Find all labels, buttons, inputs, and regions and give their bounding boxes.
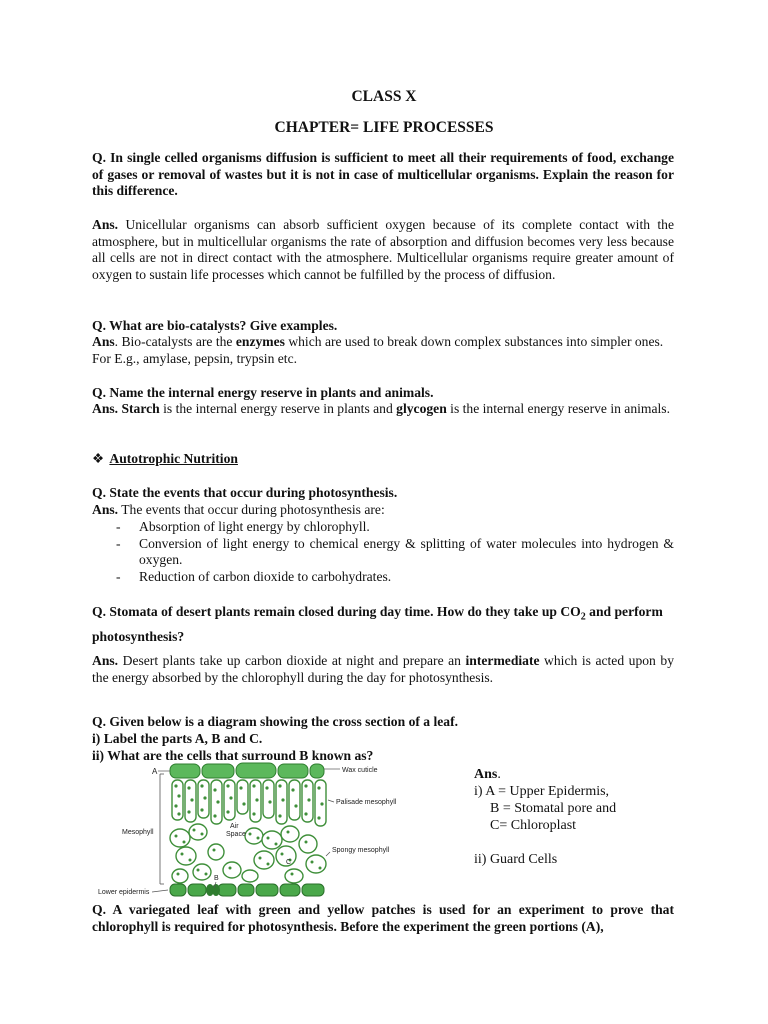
class-title: CLASS X [351, 88, 417, 105]
answer-6-line-1: i) A = Upper Epidermis, [474, 784, 610, 799]
palisade-cells [172, 780, 326, 826]
answer-6 [474, 766, 694, 868]
chloroplast-dots [174, 784, 323, 819]
label-c: C [286, 859, 292, 866]
question-5-text-b: and perform photosynthesis? [92, 604, 663, 644]
answer-6-line-4: ii) Guard Cells [474, 852, 558, 867]
answer-6-line-2: B = Stomatal pore and [490, 801, 617, 816]
label-a: A [152, 767, 158, 776]
question-7: Q. A variegated leaf with green and yellow patches is used for an experiment to prove that chlorophyll is required for photosynthesis. Before the experiment the green portions (A), [92, 902, 674, 934]
spongy-cells [170, 824, 326, 883]
answer-6-dot: . [497, 767, 501, 782]
list-item: - Conversion of light energy to chemical energy & splitting of water molecules into hydrogen & oxygen. [92, 536, 674, 569]
section-heading [92, 451, 674, 468]
answer-2 [92, 334, 674, 367]
answer-2-text-b: which are used to break down complex substances into simpler ones. For E.g., amylase, pepsin, trypsin etc. [92, 334, 664, 366]
question-6-line-2: i) Label the parts A, B and C. [92, 731, 263, 746]
upper-epidermis [170, 763, 324, 778]
answer-5-keyword: intermediate [465, 653, 540, 668]
question-2: Q. What are bio-catalysts? Give examples. [92, 318, 338, 333]
question-4: Q. State the events that occur during photosynthesis. [92, 485, 398, 500]
list-item: - Absorption of light energy by chlorophyll. [92, 519, 674, 536]
label-space: Space [226, 831, 246, 838]
label-wax-cuticle: Wax cuticle [342, 767, 378, 774]
question-3: Q. Name the internal energy reserve in plants and animals. [92, 385, 434, 400]
answer-label: Ans [474, 767, 498, 782]
events-list [92, 519, 674, 585]
guard-cells [206, 884, 220, 896]
question-6-line-3: ii) What are the cells that surround B known as? [92, 748, 374, 763]
answer-3-keyword-b: glycogen [396, 401, 447, 416]
answer-3-text-a: is the internal energy reserve in plants and [159, 401, 397, 416]
answer-5-text-b: which is acted upon by the energy absorbed by the chlorophyll during the day for photosynthesis. [92, 653, 674, 685]
subscript: 2 [580, 611, 586, 623]
label-palisade: Palisade mesophyll [336, 799, 397, 806]
label-air: Air [230, 823, 239, 830]
question-1: Q. In single celled organisms diffusion is sufficient to meet all their requirements of food, exchange of gases or removal of wastes but it is not in case of multicellular organisms. Explain the reason for this difference. [92, 150, 674, 198]
answer-label: Ans [92, 334, 115, 349]
answer-3-keyword-a: Ans. Starch [92, 401, 160, 416]
label-lower-epidermis: Lower epidermis [98, 889, 150, 896]
answer-5 [92, 653, 674, 686]
answer-4-text: The events that occur during photosynthesis are: [118, 502, 385, 517]
question-6-line-1: Q. Given below is a diagram showing the cross section of a leaf. [92, 714, 459, 729]
answer-label: Ans. [92, 653, 119, 668]
answer-3-text-b: is the internal energy reserve in animals. [446, 401, 670, 416]
answer-2-keyword: enzymes [235, 334, 285, 349]
answer-1-text: Unicellular organisms can absorb sufficient oxygen because of its complete contact with the atmosphere, but in multicellular organisms the rate of absorption and diffusion becomes very less because all cells are not in direct contact with the atmosphere. Multicellular organisms require greater amount of oxygen to sustain life processes which cannot be fulfilled by the process of diffusion. [92, 217, 674, 282]
label-b: B [214, 875, 219, 882]
label-mesophyll: Mesophyll [122, 829, 154, 836]
section-heading-text: Autotrophic Nutrition [109, 451, 238, 466]
answer-6-line-3: C= Chloroplast [490, 818, 577, 833]
answer-1 [92, 217, 674, 283]
answer-6-heading [474, 766, 694, 783]
question-5-text-a: Q. Stomata of desert plants remain closed during day time. How do they take up CO [92, 604, 581, 619]
lower-epidermis [170, 884, 324, 896]
answer-4 [92, 502, 674, 519]
chapter-title: CHAPTER= LIFE PROCESSES [274, 119, 494, 136]
answer-5-text-a: Desert plants take up carbon dioxide at night and prepare an [118, 653, 466, 668]
label-spongy: Spongy mesophyll [332, 847, 390, 854]
question-5 [92, 602, 674, 646]
answer-label: Ans. [92, 502, 119, 517]
leaf-cross-section-diagram [94, 760, 438, 902]
answer-label: Ans. [92, 217, 119, 232]
list-item: - Reduction of carbon dioxide to carbohydrates. [92, 569, 674, 586]
answer-3 [92, 401, 674, 418]
diamond-bullet-icon: ❖ [92, 451, 105, 466]
answer-2-text-a: . Bio-catalysts are the [114, 334, 236, 349]
